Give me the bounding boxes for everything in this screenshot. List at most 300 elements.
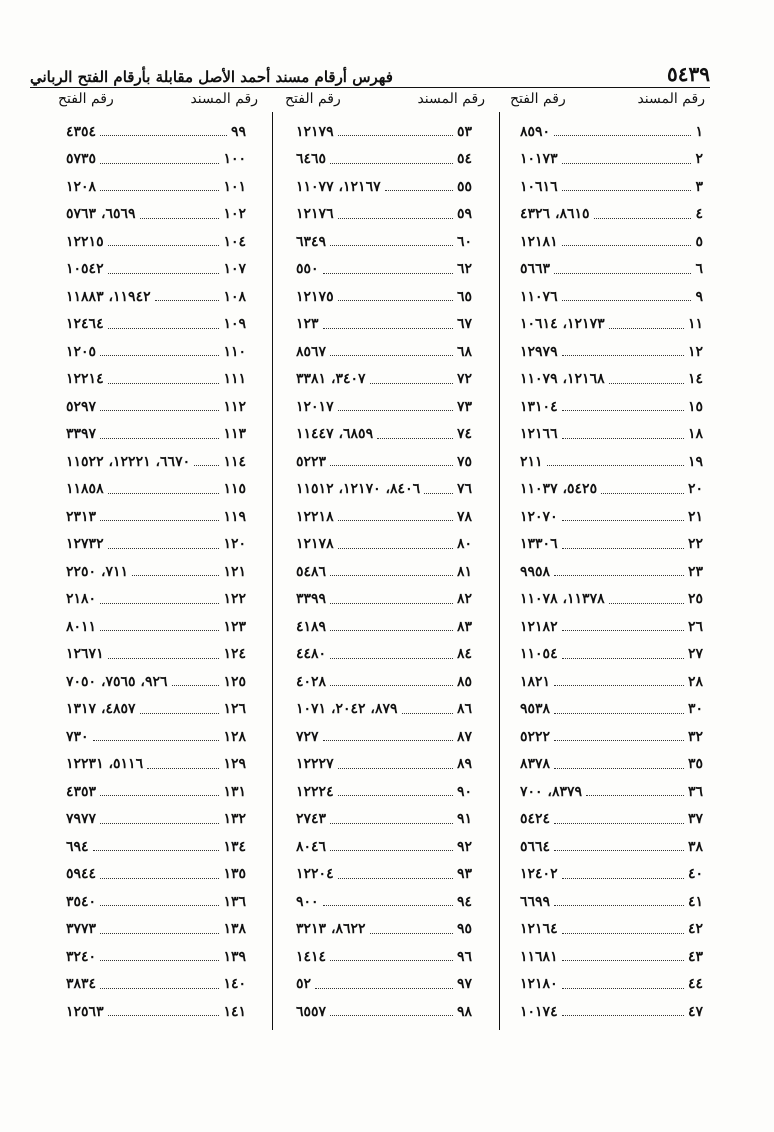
- musnad-number: ٣٠: [687, 701, 703, 718]
- index-row: [296, 421, 472, 449]
- musnad-number: ١٣٥: [223, 866, 246, 883]
- index-row: [296, 448, 472, 476]
- dot-leader: [100, 190, 219, 191]
- dot-leader: [562, 548, 684, 549]
- musnad-number: ٦٠: [456, 233, 472, 250]
- dot-leader: [100, 520, 219, 521]
- dot-leader: [155, 300, 220, 301]
- dot-leader: [562, 245, 692, 246]
- index-row: [66, 833, 246, 861]
- musnad-number: ٤١: [687, 893, 703, 910]
- index-row: [296, 971, 472, 999]
- index-row: [66, 118, 246, 146]
- fath-number: ١٢٥٦٣: [66, 1003, 104, 1020]
- musnad-number: ٩٢: [456, 838, 472, 855]
- musnad-number: ١١٩: [223, 508, 246, 525]
- dot-leader: [554, 273, 691, 274]
- fath-number: ١٢١٦٤: [520, 921, 558, 938]
- index-row: [66, 393, 246, 421]
- dot-leader: [100, 795, 219, 796]
- index-row: [66, 613, 246, 641]
- dot-leader: [108, 383, 220, 384]
- header-fath: رقم الفتح: [285, 91, 341, 107]
- dot-leader: [100, 438, 219, 439]
- dot-leader: [562, 410, 684, 411]
- musnad-number: ٧٣: [456, 398, 472, 415]
- dot-leader: [562, 658, 684, 659]
- dot-leader: [100, 823, 219, 824]
- index-row: [66, 558, 246, 586]
- dot-leader: [100, 630, 219, 631]
- musnad-number: ٤٧: [687, 1003, 703, 1020]
- index-row: [296, 503, 472, 531]
- dot-leader: [147, 768, 219, 769]
- musnad-number: ١٣٦: [223, 893, 246, 910]
- fath-number: ٥٥٠: [296, 261, 319, 278]
- index-row: [66, 943, 246, 971]
- dot-leader: [586, 795, 684, 796]
- index-row: [296, 668, 472, 696]
- musnad-number: ٤٠: [687, 866, 703, 883]
- index-row: [296, 338, 472, 366]
- index-row: [296, 201, 472, 229]
- musnad-number: ٦٧: [456, 316, 472, 333]
- musnad-number: ٣٧: [687, 811, 703, 828]
- running-title: فهرس أرقام مسند أحمد الأصل مقابلة بأرقام الفتح الرباني: [30, 68, 393, 86]
- musnad-number: ٣٨: [687, 838, 703, 855]
- fath-number: ٣٣٩٧: [66, 426, 97, 443]
- dot-leader: [330, 850, 453, 851]
- musnad-number: ١١: [687, 316, 703, 333]
- fath-number: ٦٥٦٩، ٥٧٦٣: [66, 206, 136, 223]
- fath-number: ١٢١٧٨: [296, 536, 334, 553]
- index-row: [520, 311, 703, 339]
- dot-leader: [330, 1015, 453, 1016]
- musnad-number: ٥٣: [456, 123, 472, 140]
- index-row: [66, 586, 246, 614]
- dot-leader: [554, 823, 684, 824]
- musnad-number: ٨٢: [456, 591, 472, 608]
- fath-number: ١٢١٧٥: [296, 288, 334, 305]
- musnad-number: ١٠٢: [223, 206, 246, 223]
- fath-number: ٥٤٢٥، ١١٠٣٧: [520, 481, 598, 498]
- dot-leader: [323, 328, 453, 329]
- musnad-number: ١٠٠: [223, 151, 246, 168]
- index-row: [520, 723, 703, 751]
- musnad-number: ٨٤: [456, 646, 472, 663]
- musnad-number: ٧٨: [456, 508, 472, 525]
- dot-leader: [100, 135, 227, 136]
- dot-leader: [338, 795, 453, 796]
- dot-leader: [562, 520, 684, 521]
- musnad-number: ١٥: [687, 398, 703, 415]
- dot-leader: [108, 658, 220, 659]
- musnad-number: ٢٨: [687, 673, 703, 690]
- fath-number: ١١٠٧٦: [520, 288, 558, 305]
- index-row: [296, 998, 472, 1026]
- fath-number: ١٢٤٠٢: [520, 866, 558, 883]
- fath-number: ٦٦٧٠، ١٢٢٢١، ١١٥٢٢: [66, 453, 191, 470]
- musnad-number: ٧٢: [456, 371, 472, 388]
- fath-number: ٦٦٩٩: [520, 893, 551, 910]
- fath-number: ١٢١٨٠: [520, 976, 558, 993]
- fath-number: ٦٣٤٩: [296, 233, 327, 250]
- dot-leader: [554, 713, 684, 714]
- fath-number: ١٨٢١: [520, 673, 551, 690]
- index-row: [66, 338, 246, 366]
- dot-leader: [402, 713, 453, 714]
- index-row: [296, 696, 472, 724]
- index-row: [66, 421, 246, 449]
- fath-number: ٥٦٦٤: [520, 838, 551, 855]
- musnad-number: ٩٦: [456, 948, 472, 965]
- dot-leader: [338, 135, 453, 136]
- musnad-number: ١٠٧: [223, 261, 246, 278]
- fath-number: ١٢٠١٧: [296, 398, 334, 415]
- index-row: [296, 476, 472, 504]
- dot-leader: [594, 218, 692, 219]
- musnad-number: ٧٥: [456, 453, 472, 470]
- fath-number: ١٢١٧٦: [296, 206, 334, 223]
- index-row: [520, 201, 703, 229]
- musnad-number: ١٨: [687, 426, 703, 443]
- fath-number: ١٢٤٦٤: [66, 316, 104, 333]
- index-row: [520, 503, 703, 531]
- fath-number: ٣٢٤٠: [66, 948, 97, 965]
- index-row: [520, 393, 703, 421]
- dot-leader: [330, 603, 453, 604]
- musnad-number: ٨٧: [456, 728, 472, 745]
- musnad-number: ١٤: [687, 371, 703, 388]
- fath-number: ٨٣٧٩، ٧٠٠: [520, 783, 583, 800]
- column-header-right: [510, 91, 705, 113]
- fath-number: ٥١١٦، ١٢٢٣١: [66, 756, 144, 773]
- fath-number: ١٣٣٠٦: [520, 536, 558, 553]
- dot-leader: [554, 905, 684, 906]
- musnad-number: ٢٢: [687, 536, 703, 553]
- header-musnad: رقم المسند: [637, 91, 705, 107]
- musnad-number: ١٢٥: [223, 673, 246, 690]
- dot-leader: [108, 328, 220, 329]
- index-row: [66, 723, 246, 751]
- dot-leader: [338, 218, 453, 219]
- fath-number: ١٢٠٨: [66, 178, 97, 195]
- dot-leader: [562, 190, 692, 191]
- index-row: [296, 916, 472, 944]
- index-row: [66, 448, 246, 476]
- fath-number: ١٢٣: [296, 316, 319, 333]
- dot-leader: [330, 960, 453, 961]
- index-row: [296, 778, 472, 806]
- index-row: [520, 833, 703, 861]
- musnad-number: ٧٤: [456, 426, 472, 443]
- musnad-number: ٩: [695, 288, 703, 305]
- fath-number: ١١٩٤٢، ١١٨٨٣: [66, 288, 151, 305]
- dot-leader: [562, 960, 684, 961]
- fath-number: ٢١١: [520, 453, 543, 470]
- dot-leader: [377, 438, 453, 439]
- musnad-number: ١٢٨: [223, 728, 246, 745]
- fath-number: ١٢٠٥: [66, 343, 97, 360]
- index-row: [66, 228, 246, 256]
- column-header-middle: [285, 91, 485, 113]
- fath-number: ٨٦٢٢، ٣٢١٣: [296, 921, 366, 938]
- index-row: [520, 448, 703, 476]
- musnad-number: ٣٢: [687, 728, 703, 745]
- index-row: [66, 173, 246, 201]
- index-row: [520, 338, 703, 366]
- dot-leader: [338, 768, 453, 769]
- dot-leader: [554, 135, 691, 136]
- musnad-number: ٨٥: [456, 673, 472, 690]
- header-rule: [30, 87, 710, 88]
- dot-leader: [100, 355, 219, 356]
- dot-leader: [330, 658, 453, 659]
- fath-number: ٥٦٦٣: [520, 261, 551, 278]
- musnad-number: ٤٣: [687, 948, 703, 965]
- fath-number: ٤٨٥٧، ١٣١٧: [66, 701, 136, 718]
- musnad-number: ٥٥: [456, 178, 472, 195]
- index-row: [296, 943, 472, 971]
- dot-leader: [338, 300, 453, 301]
- musnad-number: ١١٣: [223, 426, 246, 443]
- dot-leader: [108, 548, 220, 549]
- index-row: [66, 641, 246, 669]
- index-row: [520, 586, 703, 614]
- dot-leader: [562, 300, 692, 301]
- index-row: [520, 916, 703, 944]
- fath-number: ٩٩٥٨: [520, 563, 551, 580]
- fath-number: ٥٢٩٧: [66, 398, 97, 415]
- dot-leader: [323, 905, 453, 906]
- page-number: ٥٤٣٩: [667, 62, 710, 86]
- fath-number: ١٢١٦٨، ١١٠٧٩: [520, 371, 605, 388]
- fath-number: ١٠٦١٦: [520, 178, 558, 195]
- musnad-number: ١٤١: [223, 1003, 246, 1020]
- fath-number: ٨٧٩، ٢٠٤٢، ١٠٧١: [296, 701, 398, 718]
- index-row: [66, 503, 246, 531]
- musnad-number: ١٢٦: [223, 701, 246, 718]
- fath-number: ٤٣٥٣: [66, 783, 97, 800]
- fath-number: ٨٦١٥، ٤٣٢٦: [520, 206, 590, 223]
- index-row: [520, 531, 703, 559]
- index-row: [520, 668, 703, 696]
- index-row: [296, 641, 472, 669]
- musnad-number: ١٣٩: [223, 948, 246, 965]
- fath-number: ٨٣٧٨: [520, 756, 551, 773]
- dot-leader: [562, 163, 692, 164]
- musnad-number: ٦: [695, 261, 703, 278]
- index-row: [66, 531, 246, 559]
- fath-number: ٨٤٠٦، ١٢١٧٠، ١١٥١٢: [296, 481, 421, 498]
- musnad-number: ١١٢: [223, 398, 246, 415]
- fath-number: ٧٣٠: [66, 728, 89, 745]
- index-row: [296, 806, 472, 834]
- index-row: [520, 366, 703, 394]
- musnad-number: ١٢٠: [223, 536, 246, 553]
- fath-number: ١٢٢٢٧: [296, 756, 334, 773]
- dot-leader: [100, 960, 219, 961]
- dot-leader: [330, 355, 453, 356]
- musnad-number: ١٢٤: [223, 646, 246, 663]
- index-row: [296, 146, 472, 174]
- index-row: [66, 256, 246, 284]
- musnad-number: ٢٧: [687, 646, 703, 663]
- dot-leader: [370, 933, 453, 934]
- index-row: [296, 613, 472, 641]
- musnad-number: ١٩: [687, 453, 703, 470]
- index-row: [296, 751, 472, 779]
- musnad-number: ٢٦: [687, 618, 703, 635]
- index-row: [66, 751, 246, 779]
- dot-leader: [100, 988, 219, 989]
- musnad-number: ٢٥: [687, 591, 703, 608]
- index-row: [66, 476, 246, 504]
- musnad-number: ١٠٩: [223, 316, 246, 333]
- dot-leader: [554, 575, 684, 576]
- dot-leader: [562, 438, 684, 439]
- fath-number: ٢٣١٣: [66, 508, 97, 525]
- index-column-middle: [296, 118, 472, 1028]
- dot-leader: [562, 355, 684, 356]
- index-row: [520, 421, 703, 449]
- musnad-number: ١٣٤: [223, 838, 246, 855]
- fath-number: ٥٩٤٤: [66, 866, 97, 883]
- dot-leader: [108, 493, 220, 494]
- dot-leader: [554, 740, 684, 741]
- dot-leader: [547, 465, 684, 466]
- dot-leader: [100, 878, 219, 879]
- fath-number: ١٢٠٧٠: [520, 508, 558, 525]
- index-row: [66, 916, 246, 944]
- dot-leader: [194, 465, 219, 466]
- musnad-number: ٩٥: [456, 921, 472, 938]
- fath-number: ٨٠٤٦: [296, 838, 327, 855]
- index-row: [296, 861, 472, 889]
- musnad-number: ٤٤: [687, 976, 703, 993]
- index-row: [66, 778, 246, 806]
- musnad-number: ٦٥: [456, 288, 472, 305]
- index-row: [520, 943, 703, 971]
- musnad-number: ٩١: [456, 811, 472, 828]
- index-row: [296, 531, 472, 559]
- dot-leader: [172, 685, 220, 686]
- dot-leader: [385, 190, 453, 191]
- fath-number: ١٣١٠٤: [520, 398, 558, 415]
- dot-leader: [338, 878, 453, 879]
- musnad-number: ٥٤: [456, 151, 472, 168]
- fath-number: ١٢١٧٩: [296, 123, 334, 140]
- musnad-number: ٢٣: [687, 563, 703, 580]
- dot-leader: [140, 218, 220, 219]
- fath-number: ١٢٢١٥: [66, 233, 104, 250]
- index-row: [66, 971, 246, 999]
- musnad-number: ١٢١: [223, 563, 246, 580]
- fath-number: ٧٩٧٧: [66, 811, 97, 828]
- column-divider: [499, 112, 500, 1030]
- index-row: [520, 641, 703, 669]
- fath-number: ٩٢٦، ٧٥٦٥، ٧٠٥٠: [66, 673, 168, 690]
- header-fath: رقم الفتح: [58, 91, 114, 107]
- fath-number: ١٢٢١٤: [66, 371, 104, 388]
- fath-number: ٥٤٨٦: [296, 563, 327, 580]
- dot-leader: [609, 603, 684, 604]
- fath-number: ١١٠٥٤: [520, 646, 558, 663]
- index-row: [520, 228, 703, 256]
- musnad-number: ١: [695, 123, 703, 140]
- fath-number: ٦٤٦٥: [296, 151, 327, 168]
- musnad-number: ٩٧: [456, 976, 472, 993]
- dot-leader: [424, 493, 453, 494]
- musnad-number: ٣٥: [687, 756, 703, 773]
- dot-leader: [100, 163, 219, 164]
- index-row: [296, 283, 472, 311]
- fath-number: ٥٢٢٣: [296, 453, 327, 470]
- musnad-number: ١١٠: [223, 343, 246, 360]
- fath-number: ٤١٨٩: [296, 618, 327, 635]
- index-row: [520, 476, 703, 504]
- dot-leader: [330, 685, 453, 686]
- musnad-number: ١٢٢: [223, 591, 246, 608]
- fath-number: ٢٧٤٣: [296, 811, 327, 828]
- musnad-number: ١٠٤: [223, 233, 246, 250]
- dot-leader: [330, 575, 453, 576]
- dot-leader: [315, 988, 453, 989]
- index-row: [66, 696, 246, 724]
- fath-number: ١٠١٧٤: [520, 1003, 558, 1020]
- fath-number: ٩٠٠: [296, 893, 319, 910]
- index-row: [296, 118, 472, 146]
- fath-number: ١٤١٤: [296, 948, 327, 965]
- musnad-number: ٩٣: [456, 866, 472, 883]
- fath-number: ٦٥٥٧: [296, 1003, 327, 1020]
- index-row: [520, 146, 703, 174]
- index-row: [66, 311, 246, 339]
- index-row: [66, 861, 246, 889]
- index-row: [66, 146, 246, 174]
- fath-number: ١١٦٨١: [520, 948, 558, 965]
- index-row: [520, 778, 703, 806]
- fath-number: ٣٤٠٧، ٣٣٨١: [296, 371, 366, 388]
- index-row: [520, 998, 703, 1026]
- index-row: [520, 118, 703, 146]
- musnad-number: ٩٤: [456, 893, 472, 910]
- dot-leader: [140, 713, 220, 714]
- dot-leader: [338, 548, 453, 549]
- index-row: [66, 888, 246, 916]
- musnad-number: ٤٢: [687, 921, 703, 938]
- fath-number: ١١٣٧٨، ١١٠٧٨: [520, 591, 605, 608]
- fath-number: ٥٢: [296, 976, 312, 993]
- index-row: [296, 586, 472, 614]
- dot-leader: [609, 383, 684, 384]
- dot-leader: [562, 988, 684, 989]
- musnad-number: ١١١: [223, 371, 246, 388]
- fath-number: ٢١٨٠: [66, 591, 97, 608]
- dot-leader: [108, 273, 220, 274]
- fath-number: ١٢١٦٧، ١١٠٧٧: [296, 178, 381, 195]
- index-row: [520, 751, 703, 779]
- fath-number: ٥٢٢٢: [520, 728, 551, 745]
- fath-number: ٨٥٦٧: [296, 343, 327, 360]
- fath-number: ١٠٥٤٢: [66, 261, 104, 278]
- index-row: [66, 366, 246, 394]
- fath-number: ٤٤٨٠: [296, 646, 327, 663]
- musnad-number: ١٣١: [223, 783, 246, 800]
- dot-leader: [100, 410, 219, 411]
- dot-leader: [100, 905, 219, 906]
- index-row: [296, 366, 472, 394]
